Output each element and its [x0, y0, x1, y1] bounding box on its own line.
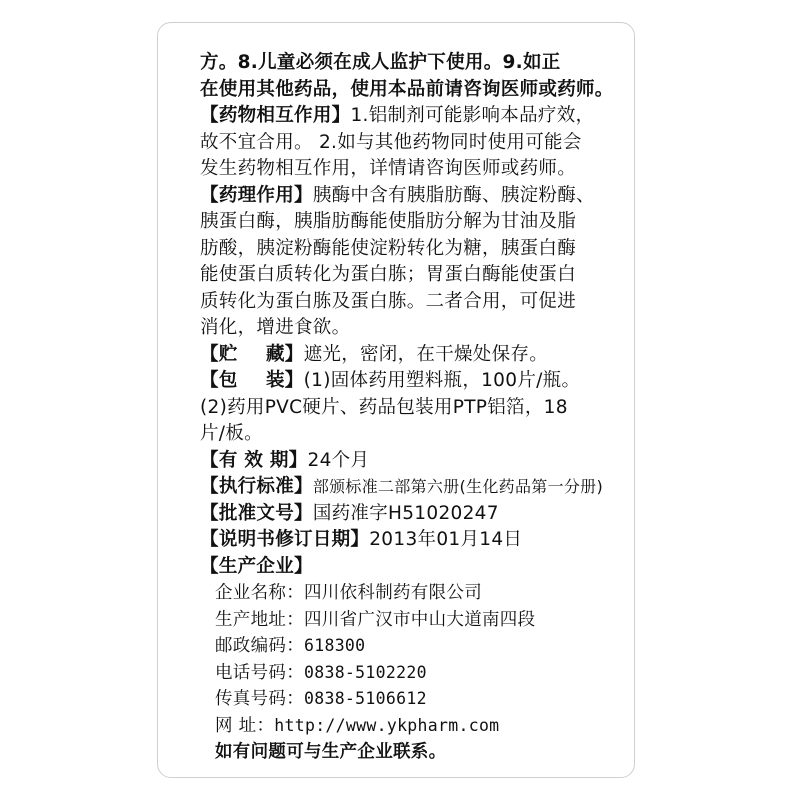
storage-text: 遮光，密闭，在干燥处保存。: [303, 343, 549, 365]
pharmacology-text-1: 胰酶中含有胰脂肪酶、胰淀粉酶、: [312, 184, 595, 206]
standard-section: 【执行标准】部颁标准二部第六册(生化药品第一分册): [200, 476, 604, 497]
pharmacology-text-4: 能使蛋白质转化为蛋白胨；胃蛋白酶能使蛋白: [200, 264, 577, 285]
phone-value: 0838-5102220: [304, 662, 427, 682]
pharmacology-text-2: 胰蛋白酶，胰脂肪酶能使脂肪分解为甘油及脂: [200, 211, 577, 232]
company-name-row: [215, 580, 618, 607]
interactions-title: 药物相互作用: [218, 105, 332, 126]
website-link[interactable]: http://www.ykpharm.com: [274, 715, 500, 735]
address-label: 生产地址：: [215, 609, 304, 630]
validity-text: 24个月: [307, 449, 370, 471]
standard-text: 部颁标准二部第六册(生化药品第一分册): [312, 477, 604, 496]
fax-label: 传真号码：: [215, 689, 304, 709]
approval-section: 【批准文号】国药准字H51020247: [200, 502, 499, 524]
validity-section: 【有 效 期】24个月: [200, 449, 370, 471]
company-name-value: 四川依科制药有限公司: [304, 583, 482, 603]
address-value: 四川省广汉市中山大道南四段: [304, 609, 536, 630]
contact-note: 如有问题可与生产企业联系。: [215, 742, 447, 762]
pharmacology-text-5: 质转化为蛋白胨及蛋白胨。二者合用，可促进: [200, 290, 577, 312]
interactions-text-3: 发生药物相互作用，详情请咨询医师或药师。: [200, 158, 577, 179]
interactions-text-2: 故不宜合用。 2.如与其他药物同时使用可能会: [200, 131, 582, 153]
revision-text: 2013年01月14日: [369, 529, 523, 550]
storage-title: 贮 藏: [218, 343, 285, 365]
phone-row: [215, 660, 618, 687]
package-text-2: (2)药用PVC硬片、药品包装用PTP铝箔，18: [200, 396, 568, 418]
pharmacology-title: 药理作用: [218, 184, 295, 206]
standard-title: 执行标准: [218, 476, 295, 497]
fax-value: 0838-5106612: [304, 689, 427, 708]
revision-title: 说明书修订日期: [218, 529, 351, 550]
pharmacology-text-3: 肪酸，胰淀粉酶能使淀粉转化为糖，胰蛋白酶: [200, 237, 577, 259]
usage-line-2: 在使用其他药品，使用本品前请咨询医师或药师。: [200, 78, 614, 100]
fax-row: [215, 686, 618, 713]
leaflet-content: [200, 50, 618, 766]
manufacturer-section: 【生产企业】: [200, 555, 313, 577]
package-title: 包 装: [218, 370, 285, 391]
package-text-1: (1)固体药用塑料瓶，100片/瓶。: [303, 370, 581, 391]
address-row: [215, 607, 618, 634]
interactions-section: 【药物相互作用】1.铝制剂可能影响本品疗效，: [200, 105, 595, 126]
pharmacology-text-6: 消化，增进食欲。: [200, 317, 351, 338]
postcode-label: 邮政编码：: [215, 636, 304, 656]
interactions-text-1: 1.铝制剂可能影响本品疗效，: [350, 105, 595, 126]
package-section: 【包 装】(1)固体药用塑料瓶，100片/瓶。: [200, 370, 581, 391]
manufacturer-contact: [200, 580, 618, 766]
usage-line-1: 方。8.儿童必须在成人监护下使用。9.如正: [200, 52, 561, 73]
approval-title: 批准文号: [218, 502, 295, 524]
package-text-3: 片/板。: [200, 423, 263, 444]
validity-title: 有 效 期: [218, 449, 289, 471]
pharmacology-section: 【药理作用】胰酶中含有胰脂肪酶、胰淀粉酶、: [200, 184, 595, 206]
approval-text: 国药准字H51020247: [312, 502, 499, 524]
company-name-label: 企业名称：: [215, 583, 304, 603]
website-row: [215, 713, 618, 740]
phone-label: 电话号码：: [215, 662, 304, 683]
website-label: 网 址：: [215, 715, 275, 736]
manufacturer-title: 生产企业: [218, 555, 295, 577]
postcode-value: 618300: [304, 636, 366, 655]
postcode-row: [215, 633, 618, 660]
revision-section: 【说明书修订日期】2013年01月14日: [200, 529, 523, 550]
storage-section: 【贮 藏】遮光，密闭，在干燥处保存。: [200, 343, 549, 365]
